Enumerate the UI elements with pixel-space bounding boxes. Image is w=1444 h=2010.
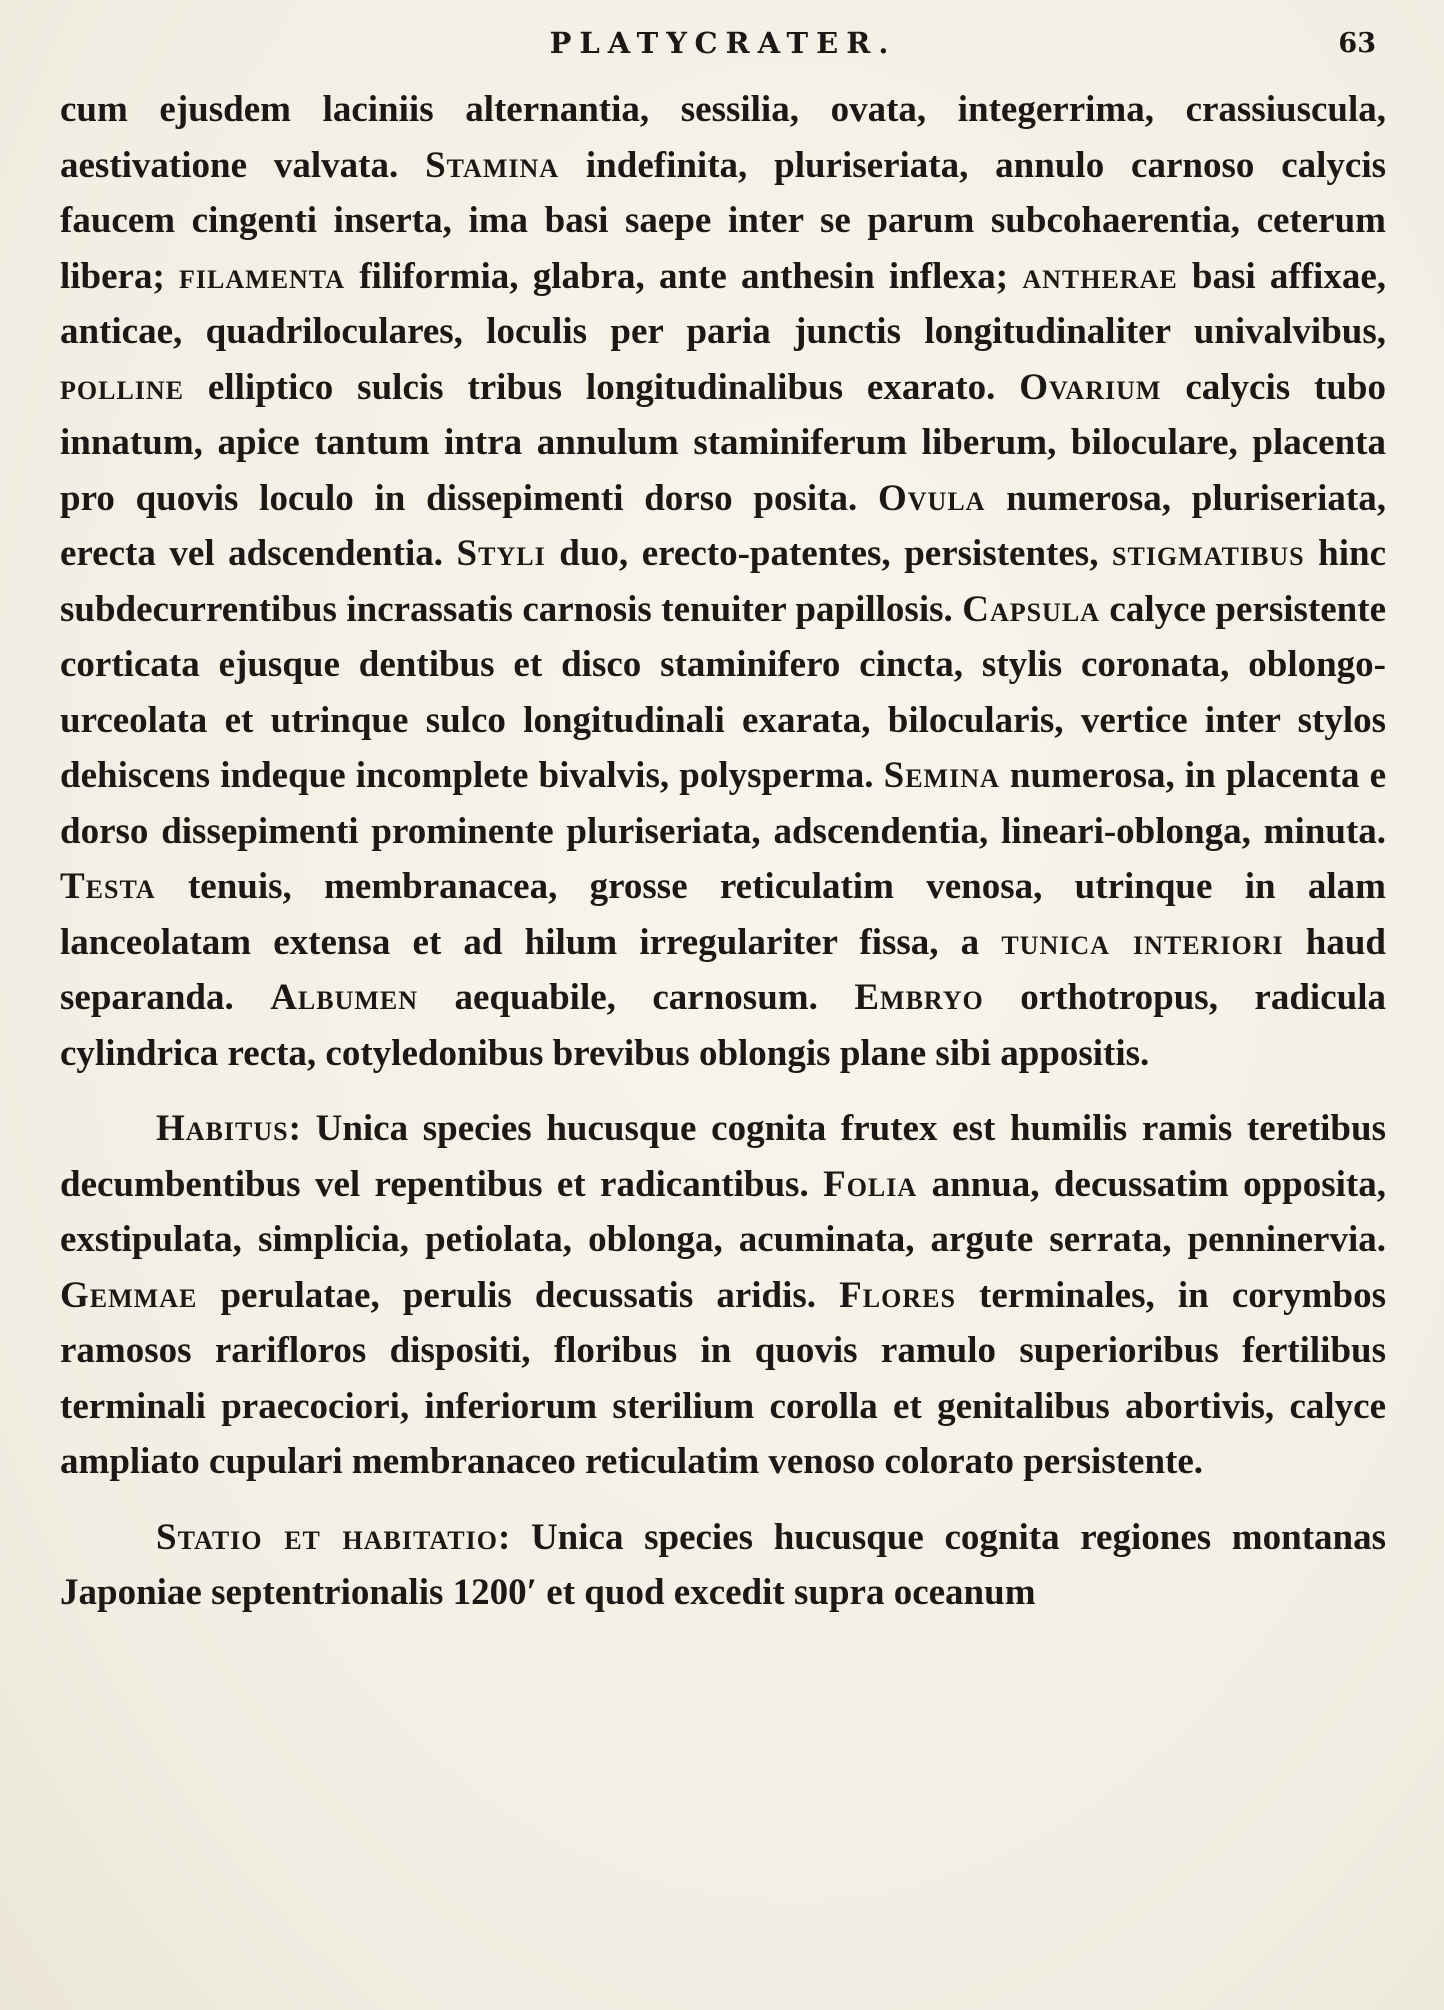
- text-run: haud separanda.: [60, 921, 1386, 1018]
- text-run: cum ejusdem laciniis alternantia, sessilia, ovata, integerrima, crassiuscula, aestivatione valvata.: [60, 89, 1386, 186]
- text-run: calycis tubo innatum, apice tantum intra annulum staminiferum liberum, biloculare, placenta pro quovis loculo in dissepimenti dorso posita.: [60, 366, 1386, 519]
- text-run: elliptico sulcis tribus longitudinalibus exarato.: [184, 366, 1020, 408]
- term-flores: Flores: [839, 1274, 956, 1316]
- text-run: numerosa, in placenta e dorso dissepimenti prominente pluriseriata, adscendentia, lineari-oblonga, minuta.: [60, 755, 1387, 852]
- term-ovarium: Ovarium: [1019, 366, 1162, 408]
- text-run: hinc subdecurrentibus incrassatis carnosis tenuiter papillosis.: [60, 533, 1387, 630]
- text-run: annua, decussatim opposita, exstipulata, simplicia, petiolata, oblonga, acuminata, argute serrata, penninervia.: [60, 1163, 1386, 1260]
- term-statio-et-habitatio: Statio et habitatio: [156, 1516, 498, 1558]
- text-run: calyce persistente corticata ejusque dentibus et disco staminifero cincta, stylis coronata, oblongo-urceolata et utrinque sulco longitudinali exarata, bilocularis, vertice inter stylos dehiscens indeque incomplete bivalvis, polysperma.: [60, 588, 1386, 796]
- text-run: terminales, in corymbos ramosos rarifloros dispositi, floribus in quovis ramulo superioribus fertilibus terminali praecociori, inferiorum sterilium corolla et genitalibus abortivis, calyce ampliato cupulari membranaceo reticulatim venoso colorato persistente.: [60, 1274, 1386, 1482]
- term-filamenta: filamenta: [179, 255, 345, 297]
- text-run: indefinita, pluriseriata, annulo carnoso calycis faucem cingenti inserta, ima basi saepe inter se parum subcohaerentia, ceterum libera;: [60, 144, 1386, 297]
- term-stigmatibus: stigmatibus: [1112, 533, 1305, 574]
- paragraph-description: [60, 82, 1386, 1081]
- term-antherae: antherae: [1022, 255, 1178, 297]
- text-run: perulatae, perulis decussatis aridis.: [197, 1274, 840, 1316]
- term-albumen: Albumen: [270, 977, 419, 1018]
- paragraph-statio: [60, 1510, 1386, 1621]
- text-run: orthotropus, radicula cylindrica recta, cotyledonibus brevibus oblongis plane sibi appositis.: [60, 977, 1386, 1074]
- text-run: aequabile, carnosum.: [418, 977, 855, 1018]
- text-run: duo, erecto-patentes, persistentes,: [545, 533, 1113, 574]
- term-gemmae: Gemmae: [60, 1274, 198, 1316]
- term-folia: Folia: [823, 1163, 918, 1205]
- term-embryo: Embryo: [854, 977, 984, 1018]
- term-capsula: Capsula: [962, 588, 1100, 630]
- term-semina: Semina: [883, 755, 1000, 796]
- term-stamina: Stamina: [425, 144, 560, 186]
- page-header: [60, 22, 1386, 82]
- term-ovula: Ovula: [877, 477, 986, 519]
- running-title: PLATYCRATER.: [549, 26, 897, 60]
- term-habitus: Habitus: [156, 1108, 289, 1149]
- text-run: numerosa, pluriseriata, erecta vel adscendentia.: [60, 477, 1386, 574]
- term-styli: Styli: [456, 533, 546, 574]
- text-run: filiformia, glabra, ante anthesin inflexa;: [345, 255, 1023, 297]
- text-run: tenuis, membranacea, grosse reticulatim venosa, utrinque in alam lanceolatam extensa et ad hilum irregulariter fissa, a: [60, 866, 1386, 963]
- text-run: : Unica species hucusque cognita regiones montanas Japoniae septentrionalis 1200′ et quod excedit supra oceanum: [60, 1516, 1387, 1613]
- term-polline: polline: [60, 366, 185, 408]
- text-run: : Unica species hucusque cognita frutex est humilis ramis teretibus decumbentibus vel repentibus et radicantibus.: [60, 1108, 1386, 1205]
- text-run: basi affixae, anticae, quadriloculares, loculis per paria junctis longitudinaliter univalvibus,: [60, 255, 1386, 352]
- term-tunica-interiori: tunica interiori: [1001, 921, 1284, 963]
- paragraph-habitus: [60, 1101, 1386, 1490]
- term-testa: Testa: [60, 866, 156, 907]
- page-number: 63: [1338, 28, 1376, 59]
